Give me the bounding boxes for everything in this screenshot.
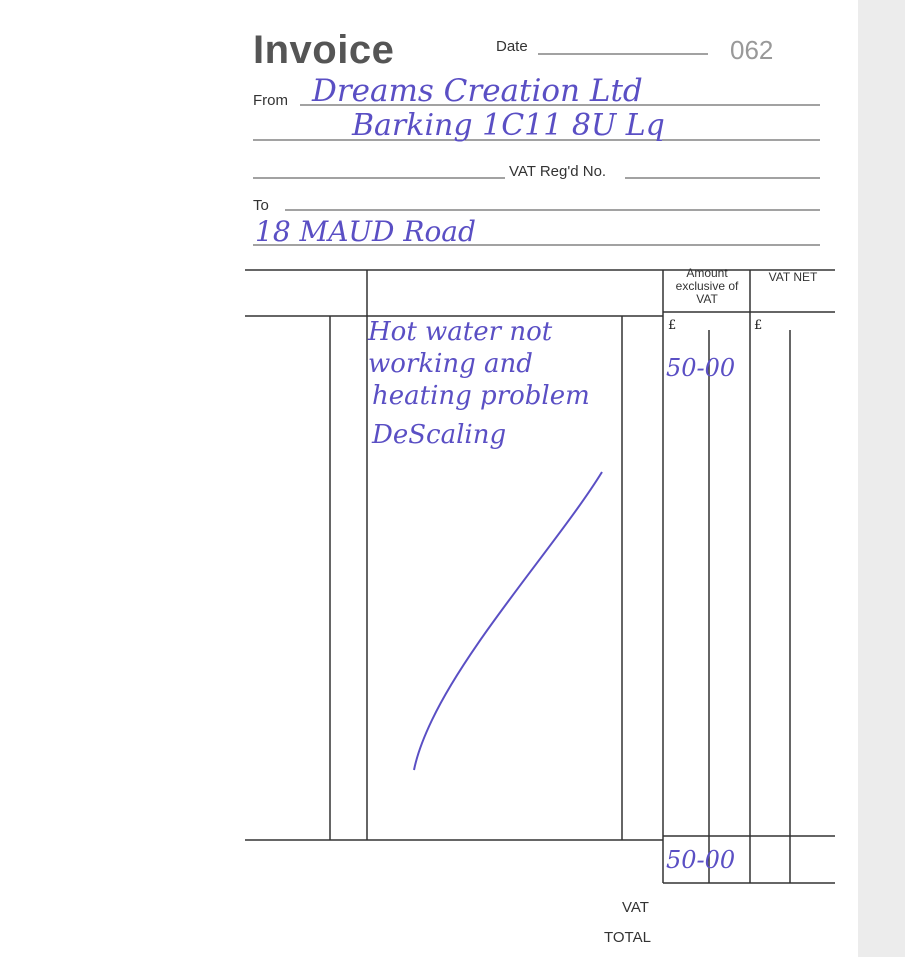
pound-symbol-vat: £ [754,318,763,333]
handwritten-strike-line [414,472,602,770]
description-line-3: heating problem [372,381,590,411]
to-label: To [253,197,269,214]
invoice-title: Invoice [253,28,395,72]
description-line-4: DeScaling [372,420,507,450]
pound-symbol-amount: £ [668,318,677,333]
total-label: TOTAL [604,929,651,946]
from-address-handwritten: Barking 1C11 8U Lq [352,108,665,143]
description-line-1: Hot water not [368,317,553,347]
from-name-handwritten: Dreams Creation Ltd [312,73,643,109]
date-label: Date [496,38,528,55]
amount-column-header: Amount exclusive of VAT [675,266,739,306]
vat-label: VAT [622,899,649,916]
vat-reg-label: VAT Reg'd No. [509,163,607,180]
vat-column-header: VAT NET [768,270,818,284]
description-line-2: working and [368,349,533,379]
to-address-handwritten: 18 MAUD Road [255,215,476,248]
from-label: From [253,92,288,109]
line-amount-handwritten: 50-00 [666,354,736,382]
subtotal-handwritten: 50-00 [666,846,736,874]
invoice-number: 062 [730,35,774,65]
